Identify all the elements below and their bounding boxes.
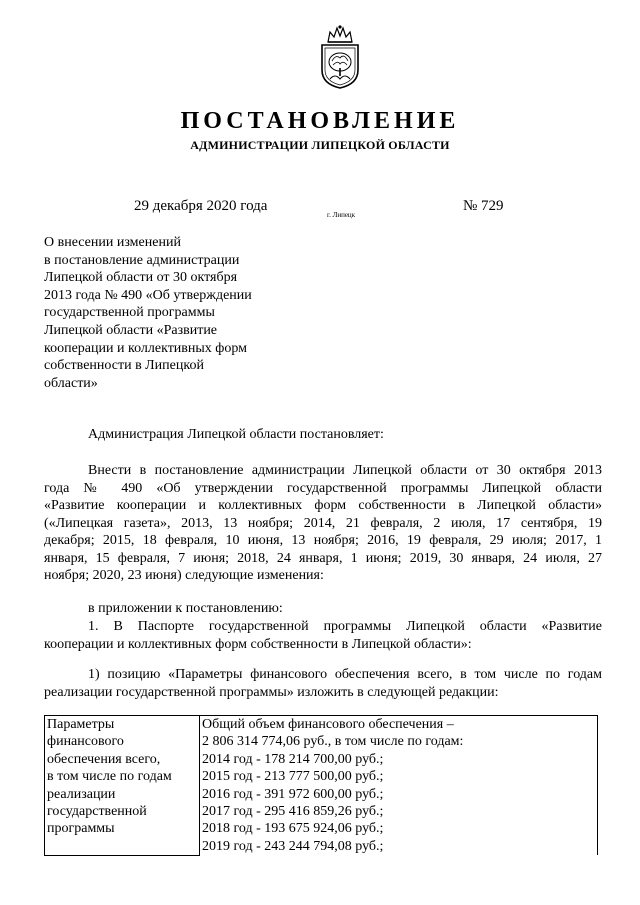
lipetsk-region-coat-of-arms-icon	[318, 24, 362, 90]
subject-line: собственности в Липецкой	[44, 358, 204, 374]
cell-line: финансового	[47, 734, 124, 750]
table-cell-label	[45, 716, 200, 856]
subject-line: Липецкой области от 30 октября	[44, 270, 238, 286]
paragraph-line: Внести в постановление администрации Липецкой области от 30 октября 2013	[88, 463, 602, 478]
intro-paragraph	[44, 462, 602, 585]
paragraph-line: 1. В Паспорте государственной программы Липецкой области «Развитие	[88, 619, 602, 634]
document-number: № 729	[463, 198, 504, 214]
cell-line: 2019 год - 243 244 794,08 руб.;	[202, 838, 384, 854]
paragraph-line: января, 15 февраля, 7 июня; 2018, 24 января, 1 июня; 2019, 30 января, 24 июля, 27	[44, 550, 602, 566]
subject-line: О внесении изменений	[44, 235, 181, 250]
resolution-line: Администрация Липецкой области постановляет:	[88, 427, 384, 442]
subject-line: в постановление администрации	[44, 252, 240, 268]
subject-line: государственной программы	[44, 305, 215, 321]
cell-line: программы	[47, 821, 115, 837]
paragraph-line: 1) позицию «Параметры финансового обеспечения всего, в том числе по годам	[88, 667, 602, 682]
document-date: 29 декабря 2020 года	[134, 198, 268, 214]
paragraph-line: года № 490 «Об утверждении государственной программы Липецкой области	[44, 480, 602, 496]
cell-line: 2016 год - 391 972 600,00 руб.;	[202, 786, 384, 802]
subject-line: 2013 года № 490 «Об утверждении	[44, 287, 252, 303]
cell-line: 2015 год - 213 777 500,00 руб.;	[202, 769, 384, 785]
cell-line: 2017 год - 295 416 859,26 руб.;	[202, 804, 384, 820]
paragraph-line: ноября; 2020, 23 июня) следующие изменения:	[44, 568, 324, 583]
document-subject	[44, 234, 294, 392]
resolution-statement	[44, 426, 602, 444]
cell-line: государственной	[47, 804, 147, 820]
subpoint-1-paragraph	[44, 666, 602, 701]
point-1-paragraph	[44, 618, 602, 653]
cell-line: обеспечения всего,	[47, 751, 161, 767]
subject-line: области»	[44, 375, 98, 391]
table-cell-value	[200, 716, 598, 856]
subject-line: Липецкой области «Развитие	[44, 322, 218, 338]
issuing-organization: АДМИНИСТРАЦИИ ЛИПЕЦКОЙ ОБЛАСТИ	[190, 138, 450, 152]
cell-line: 2018 год - 193 675 924,06 руб.;	[202, 821, 384, 837]
cell-line: Параметры	[47, 717, 115, 732]
paragraph-line: в приложении к постановлению:	[88, 601, 283, 616]
paragraph-line: декабря; 2015, 18 февраля, 10 июня, 13 ноября; 2016, 19 февраля, 29 июля; 2017, 1	[44, 533, 602, 548]
subject-line: кооперации и коллективных форм	[44, 340, 248, 356]
paragraph-line: кооперации и коллективных форм собственности в Липецкой области»:	[44, 636, 472, 652]
cell-line: Общий объем финансового обеспечения –	[202, 717, 454, 732]
paragraph-line: реализации государственной программы» изложить в следующей редакции:	[44, 684, 499, 700]
appendix-line	[44, 600, 602, 618]
paragraph-line: («Липецкая газета», 2013, 13 ноября; 2014, 21 февраля, 2 июля, 17 сентября, 19	[44, 515, 602, 531]
cell-line: 2 806 314 774,06 руб., в том числе по годам:	[202, 734, 464, 750]
table-row	[45, 716, 598, 856]
document-title: ПОСТАНОВЛЕНИЕ	[180, 108, 460, 134]
cell-line: в том числе по годам	[47, 769, 172, 785]
document-city: г. Липецк	[327, 211, 356, 219]
cell-line: 2014 год - 178 214 700,00 руб.;	[202, 751, 384, 767]
cell-line: реализации	[47, 786, 116, 802]
financing-parameters-table	[44, 715, 598, 856]
paragraph-line: «Развитие кооперации и коллективных форм собственности в Липецкой области»	[44, 498, 602, 513]
